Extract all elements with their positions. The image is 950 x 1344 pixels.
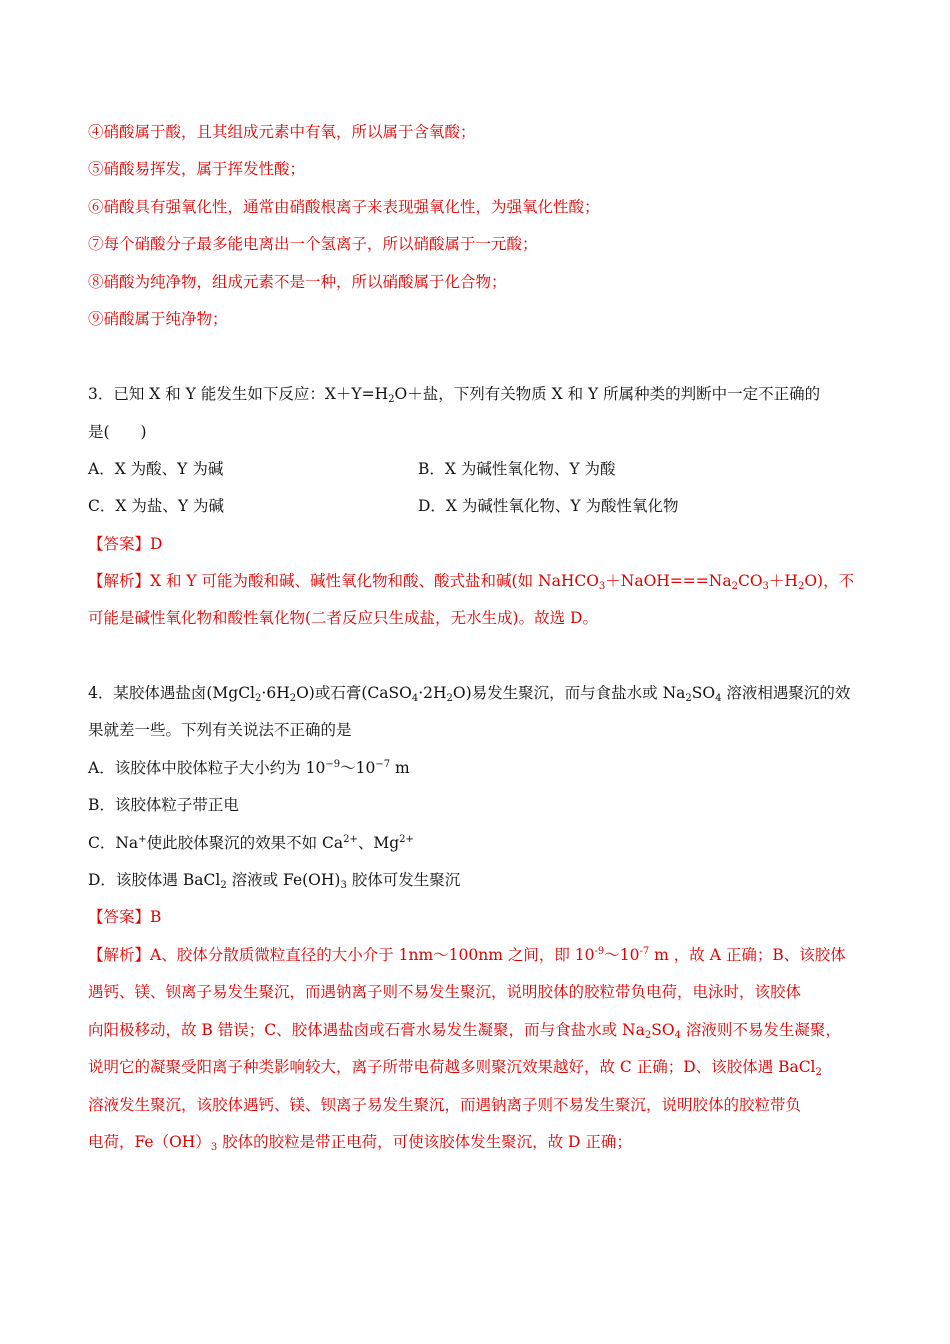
list-item: ⑧硝酸为纯净物，组成元素不是一种，所以硝酸属于化合物；	[88, 273, 507, 291]
list-item: ④硝酸属于酸，且其组成元素中有氧，所以属于含氧酸；	[88, 123, 476, 141]
list-item: ⑤硝酸易挥发，属于挥发性酸；	[88, 160, 306, 178]
question-4-explanation: 【解析】A、胶体分散质微粒直径的大小介于 1nm～100nm 之间，即 $10^{-9}\sim 10^{-7}$ m ，故 A 正确；B、该胶体	[88, 946, 846, 964]
question-3-explanation-line2: 可能是碱性氧化物和酸性氧化物(二者反应只生成盐，无水生成)。故选 D。	[88, 609, 598, 627]
question-4-explanation-line3: 向阳极移动，故 B 错误；C、胶体遇盐卤或石膏水易发生凝聚，而与食盐水或 $Na_2SO_4$ 溶液则不易发生凝聚，	[88, 1021, 841, 1041]
list-item: ⑦每个硝酸分子最多能电离出一个氢离子，所以硝酸属于一元酸；	[88, 235, 538, 253]
question-4-option-c: C．Na+使此胶体聚沉的效果不如 $Ca^{2+}$、$Mg^{2+}$	[88, 834, 414, 852]
question-4-option-a: A．该胶体中胶体粒子大小约为 $10^{-9}\sim 10^{-7}$ m	[88, 759, 410, 777]
question-3-option-c: C．X 为盐、Y 为碱	[88, 497, 224, 515]
question-3-option-b: B．X 为碱性氧化物、Y 为酸	[418, 460, 616, 478]
question-3-answer: 【答案】D	[88, 535, 163, 553]
list-item: ⑨硝酸属于纯净物；	[88, 310, 228, 328]
question-3-stem-line2: 是( )	[88, 423, 147, 441]
question-4-stem-line2: 果就差一些。下列有关说法不正确的是	[88, 721, 352, 739]
list-item: ⑥硝酸具有强氧化性，通常由硝酸根离子来表现强氧化性，为强氧化性酸；	[88, 198, 600, 216]
question-3-stem: 3．已知 X 和 Y 能发生如下反应：$X+Y=H_2O+$盐，下列有关物质 X 和 Y 所属种类的判断中一定不正确的	[88, 385, 821, 405]
question-3-option-a: A．X 为酸、Y 为碱	[88, 460, 224, 478]
question-3-option-d: D．X 为碱性氧化物、Y 为酸性氧化物	[418, 497, 679, 515]
question-4-explanation-line4: 说明它的凝聚受阳离子种类影响较大，离子所带电荷越多则聚沉效果越好，故 C 正确；D、该胶体遇 BaCl$_2$	[88, 1058, 822, 1078]
question-4-option-b: B．该胶体粒子带正电	[88, 796, 239, 814]
question-4-stem: 4．某胶体遇盐卤$(MgCl_2\cdot 6H_2O)$或石膏$(CaSO_4\cdot 2H_2O)$易发生聚沉，而与食盐水或 $Na_2SO_4$ 溶液相遇聚沉的效	[88, 684, 851, 704]
question-4-explanation-line6: 电荷，$Fe(OH)_3$ 胶体的胶粒是带正电荷，可使该胶体发生聚沉，故 D 正确；	[88, 1133, 632, 1153]
question-4-explanation-line2: 遇钙、镁、钡离子易发生聚沉，而遇钠离子则不易发生聚沉，说明胶体的胶粒带负电荷，电泳时，该胶体	[88, 983, 802, 1001]
question-3-explanation: 【解析】X 和 Y 可能为酸和碱、碱性氧化物和酸、酸式盐和碱(如 $NaHCO_3+NaOH===Na_2CO_3+H_2O$)，不	[88, 572, 855, 592]
question-4-answer: 【答案】B	[88, 908, 162, 926]
question-4-explanation-line5: 溶液发生聚沉，该胶体遇钙、镁、钡离子易发生聚沉，而遇钠离子则不易发生聚沉，说明胶体的胶粒带负	[88, 1096, 802, 1114]
question-4-option-d: D．该胶体遇 BaCl$_2$ 溶液或 $Fe(OH)_3$ 胶体可发生聚沉	[88, 871, 461, 891]
